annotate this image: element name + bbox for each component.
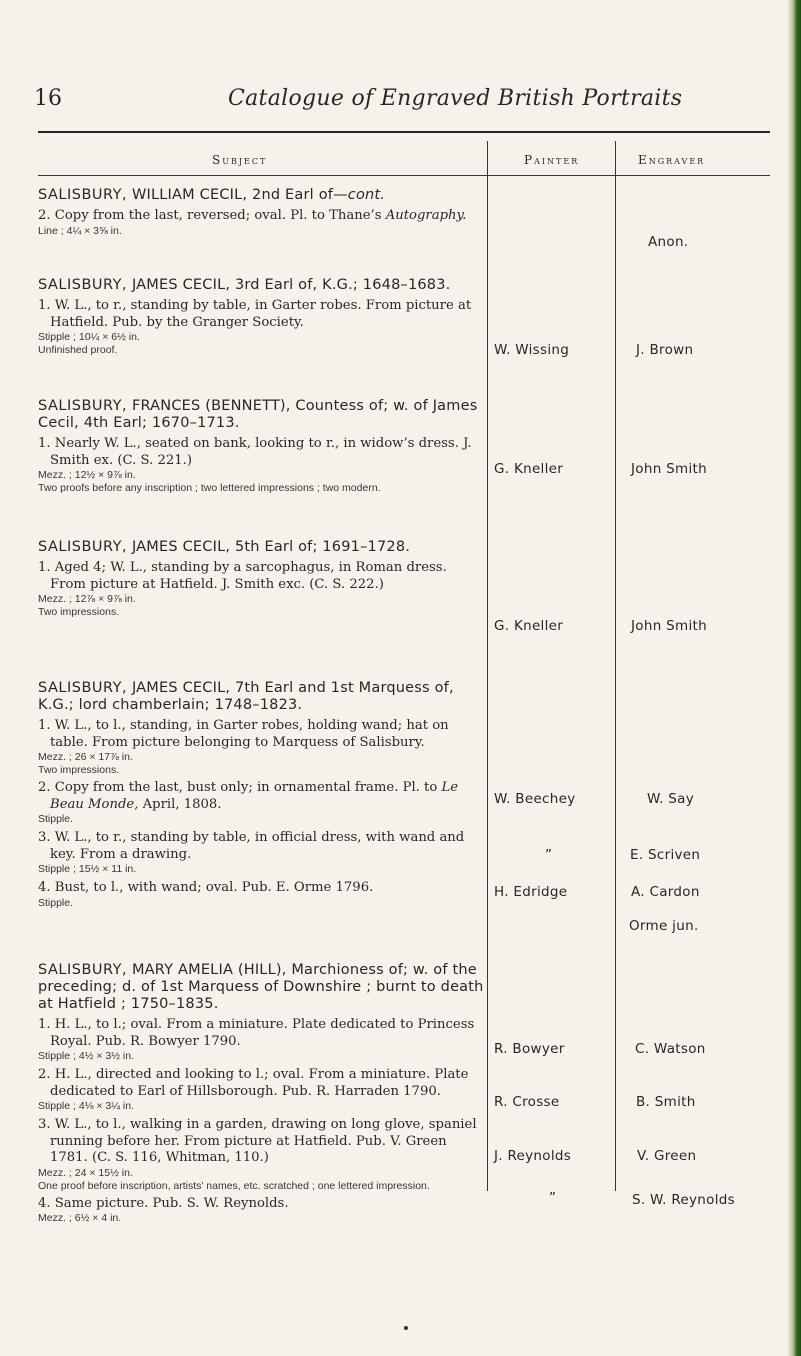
print-item	[38, 1017, 486, 1063]
description-text: 2. Copy from the last, bust only; in ornamental frame. Pl. to	[38, 780, 442, 795]
painter-cell: J. Reynolds	[494, 1148, 572, 1164]
catalogue-entry	[38, 539, 486, 618]
technique-dimensions: Mezz. ; 26 × 17⅞ in.	[38, 751, 133, 763]
technique-dimensions: Stipple.	[38, 813, 74, 825]
catalogue-entry	[38, 398, 486, 494]
entry-heading	[38, 277, 486, 294]
print-item	[38, 1067, 486, 1113]
technique-dimensions: Mezz. ; 24 × 15½ in.	[38, 1166, 133, 1179]
engraver-cell: John Smith	[631, 618, 707, 634]
column-header-painter: Painter	[524, 153, 580, 167]
sitter-details: WILLIAM CECIL, 2nd Earl of—	[127, 187, 348, 203]
technique-dimensions: Mezz. ; 12½ × 9⅞ in.	[38, 469, 136, 481]
paper-spot	[404, 1326, 408, 1330]
painter-cell: R. Bowyer	[494, 1041, 565, 1057]
engraver-cell: John Smith	[631, 461, 707, 477]
sitter-details: MARY AMELIA (HILL), Marchioness of; w. of the preceding; d. of 1st Marquess of Downshire ; burnt to death at Hatfield ; 1750–1835.	[38, 962, 484, 1012]
sitter-details: FRANCES (BENNETT), Countess of; w. of James Cecil, 4th Earl; 1670–1713.	[38, 398, 478, 431]
print-item	[38, 830, 486, 876]
technique-dimensions: Mezz. ; 12⅞ × 9⅞ in.	[38, 593, 136, 605]
technique-dimensions: Mezz. ; 6½ × 4 in.	[38, 1212, 122, 1224]
item-description	[38, 780, 486, 813]
page-edge	[787, 0, 801, 1356]
item-description: 3. W. L., to r., standing by table, in official dress, with wand and key. From a drawing.	[38, 830, 465, 862]
painter-cell: H. Edridge	[494, 884, 568, 900]
item-description: 2. H. L., directed and looking to l.; oval. From a miniature. Plate dedicated to Earl of Hillsborough. Pub. R. Harraden 1790.	[38, 1067, 469, 1099]
technique-dimensions: Stipple ; 15½ × 11 in.	[38, 863, 137, 875]
catalogue-entry	[38, 680, 486, 910]
print-item	[38, 208, 486, 238]
impressions-note: One proof before inscription, artists’ names, etc. scratched ; one lettered impression.	[38, 1179, 430, 1192]
entry-heading	[38, 187, 486, 204]
engraver-cell: J. Brown	[636, 342, 694, 358]
engraver-cell: W. Say	[647, 791, 695, 807]
painter-cell: G. Kneller	[494, 618, 564, 634]
print-item	[38, 298, 486, 356]
sitter-surname: SALISBURY,	[38, 277, 128, 293]
painter-ditto-cell: ”	[545, 847, 553, 863]
item-description: 1. W. L., to l., standing, in Garter robes, holding wand; hat on table. From picture belonging to Marquess of Salisbury.	[38, 718, 449, 750]
impressions-note: Two impressions.	[38, 606, 120, 618]
item-description: 1. Aged 4; W. L., standing by a sarcophagus, in Roman dress. From picture at Hatfield. J. Smith exc. (C. S. 222.)	[38, 560, 447, 592]
item-description: 3. W. L., to l., walking in a garden, drawing on long glove, spaniel running before her. From picture at Hatfield. Pub. V. Green 1781. (C. S. 116, Whitman, 110.)	[38, 1117, 477, 1165]
publication-title: Le Beau Monde,	[50, 780, 459, 812]
column-header-subject: Subject	[212, 153, 268, 167]
sitter-details: JAMES CECIL, 5th Earl of; 1691–1728.	[127, 539, 411, 555]
running-title: Catalogue of Engraved British Portraits	[228, 86, 683, 111]
item-description: 1. H. L., to l.; oval. From a miniature. Plate dedicated to Princess Royal. Pub. R. Bowyer 1790.	[38, 1017, 475, 1049]
description-date: April, 1808.	[138, 796, 222, 812]
catalogue-entry	[38, 962, 486, 1225]
technique-dimensions: Line ; 4¼ × 3⅝ in.	[38, 224, 122, 237]
item-description: 4. Same picture. Pub. S. W. Reynolds.	[38, 1195, 289, 1211]
engraver-cell: E. Scriven	[630, 847, 701, 863]
sitter-details: JAMES CECIL, 3rd Earl of, K.G.; 1648–1683.	[127, 277, 451, 293]
engraver-cell: Orme jun.	[629, 918, 699, 934]
technique-dimensions: Stipple ; 4⅛ × 3¼ in.	[38, 1100, 135, 1112]
item-description	[38, 208, 486, 225]
sitter-surname: SALISBURY,	[38, 398, 128, 414]
print-item	[38, 880, 486, 910]
publication-title: Autography.	[385, 208, 467, 223]
impressions-note: Unfinished proof.	[38, 344, 118, 356]
entry-heading	[38, 539, 486, 556]
technique-dimensions: Stipple ; 4½ × 3½ in.	[38, 1050, 135, 1062]
impressions-note: Two impressions.	[38, 764, 120, 776]
painter-cell: G. Kneller	[494, 461, 564, 477]
technique-dimensions: Stipple.	[38, 896, 74, 909]
painter-cell: W. Beechey	[494, 791, 576, 807]
engraver-cell: B. Smith	[636, 1094, 696, 1110]
description-text: 2. Copy from the last, reversed; oval. Pl. to Thane’s	[38, 208, 386, 223]
catalogue-entry	[38, 277, 486, 356]
sitter-surname: SALISBURY,	[38, 962, 128, 978]
header-rule	[38, 131, 770, 133]
continuation-mark: cont.	[347, 187, 386, 203]
page-number: 16	[34, 86, 62, 111]
item-description: 4. Bust, to l., with wand; oval. Pub. E. Orme 1796.	[38, 880, 374, 895]
print-item	[38, 718, 486, 776]
column-header-rule	[38, 175, 770, 176]
entry-heading	[38, 398, 486, 432]
entry-heading	[38, 962, 486, 1013]
print-item	[38, 780, 486, 826]
sitter-details: JAMES CECIL, 7th Earl and 1st Marquess of, K.G.; lord chamberlain; 1748–1823.	[38, 680, 454, 713]
sitter-surname: SALISBURY,	[38, 680, 128, 696]
print-item	[38, 1196, 486, 1226]
print-item	[38, 1117, 486, 1192]
technique-dimensions: Stipple ; 10¼ × 6½ in.	[38, 331, 140, 343]
engraver-cell: A. Cardon	[631, 884, 700, 900]
sitter-surname: SALISBURY,	[38, 187, 128, 203]
item-description: 1. Nearly W. L., seated on bank, looking to r., in widow’s dress. J. Smith ex. (C. S. 221.)	[38, 436, 472, 468]
engraver-cell: C. Watson	[635, 1041, 706, 1057]
entry-heading	[38, 680, 486, 714]
catalogue-entry	[38, 187, 486, 238]
impressions-note: Two proofs before any inscription ; two lettered impressions ; two modern.	[38, 482, 381, 494]
engraver-cell: V. Green	[637, 1148, 697, 1164]
engraver-cell: S. W. Reynolds	[632, 1192, 735, 1208]
engraver-cell: Anon.	[648, 234, 689, 250]
print-item	[38, 560, 486, 618]
painter-ditto-cell: ”	[549, 1190, 557, 1206]
column-divider-painter-engraver	[615, 141, 616, 1191]
painter-cell: R. Crosse	[494, 1094, 560, 1110]
column-header-engraver: Engraver	[638, 153, 706, 167]
painter-cell: W. Wissing	[494, 342, 570, 358]
print-item	[38, 436, 486, 494]
column-divider-subject-painter	[487, 141, 488, 1191]
sitter-surname: SALISBURY,	[38, 539, 128, 555]
item-description: 1. W. L., to r., standing by table, in Garter robes. From picture at Hatfield. Pub. by the Granger Society.	[38, 298, 472, 330]
